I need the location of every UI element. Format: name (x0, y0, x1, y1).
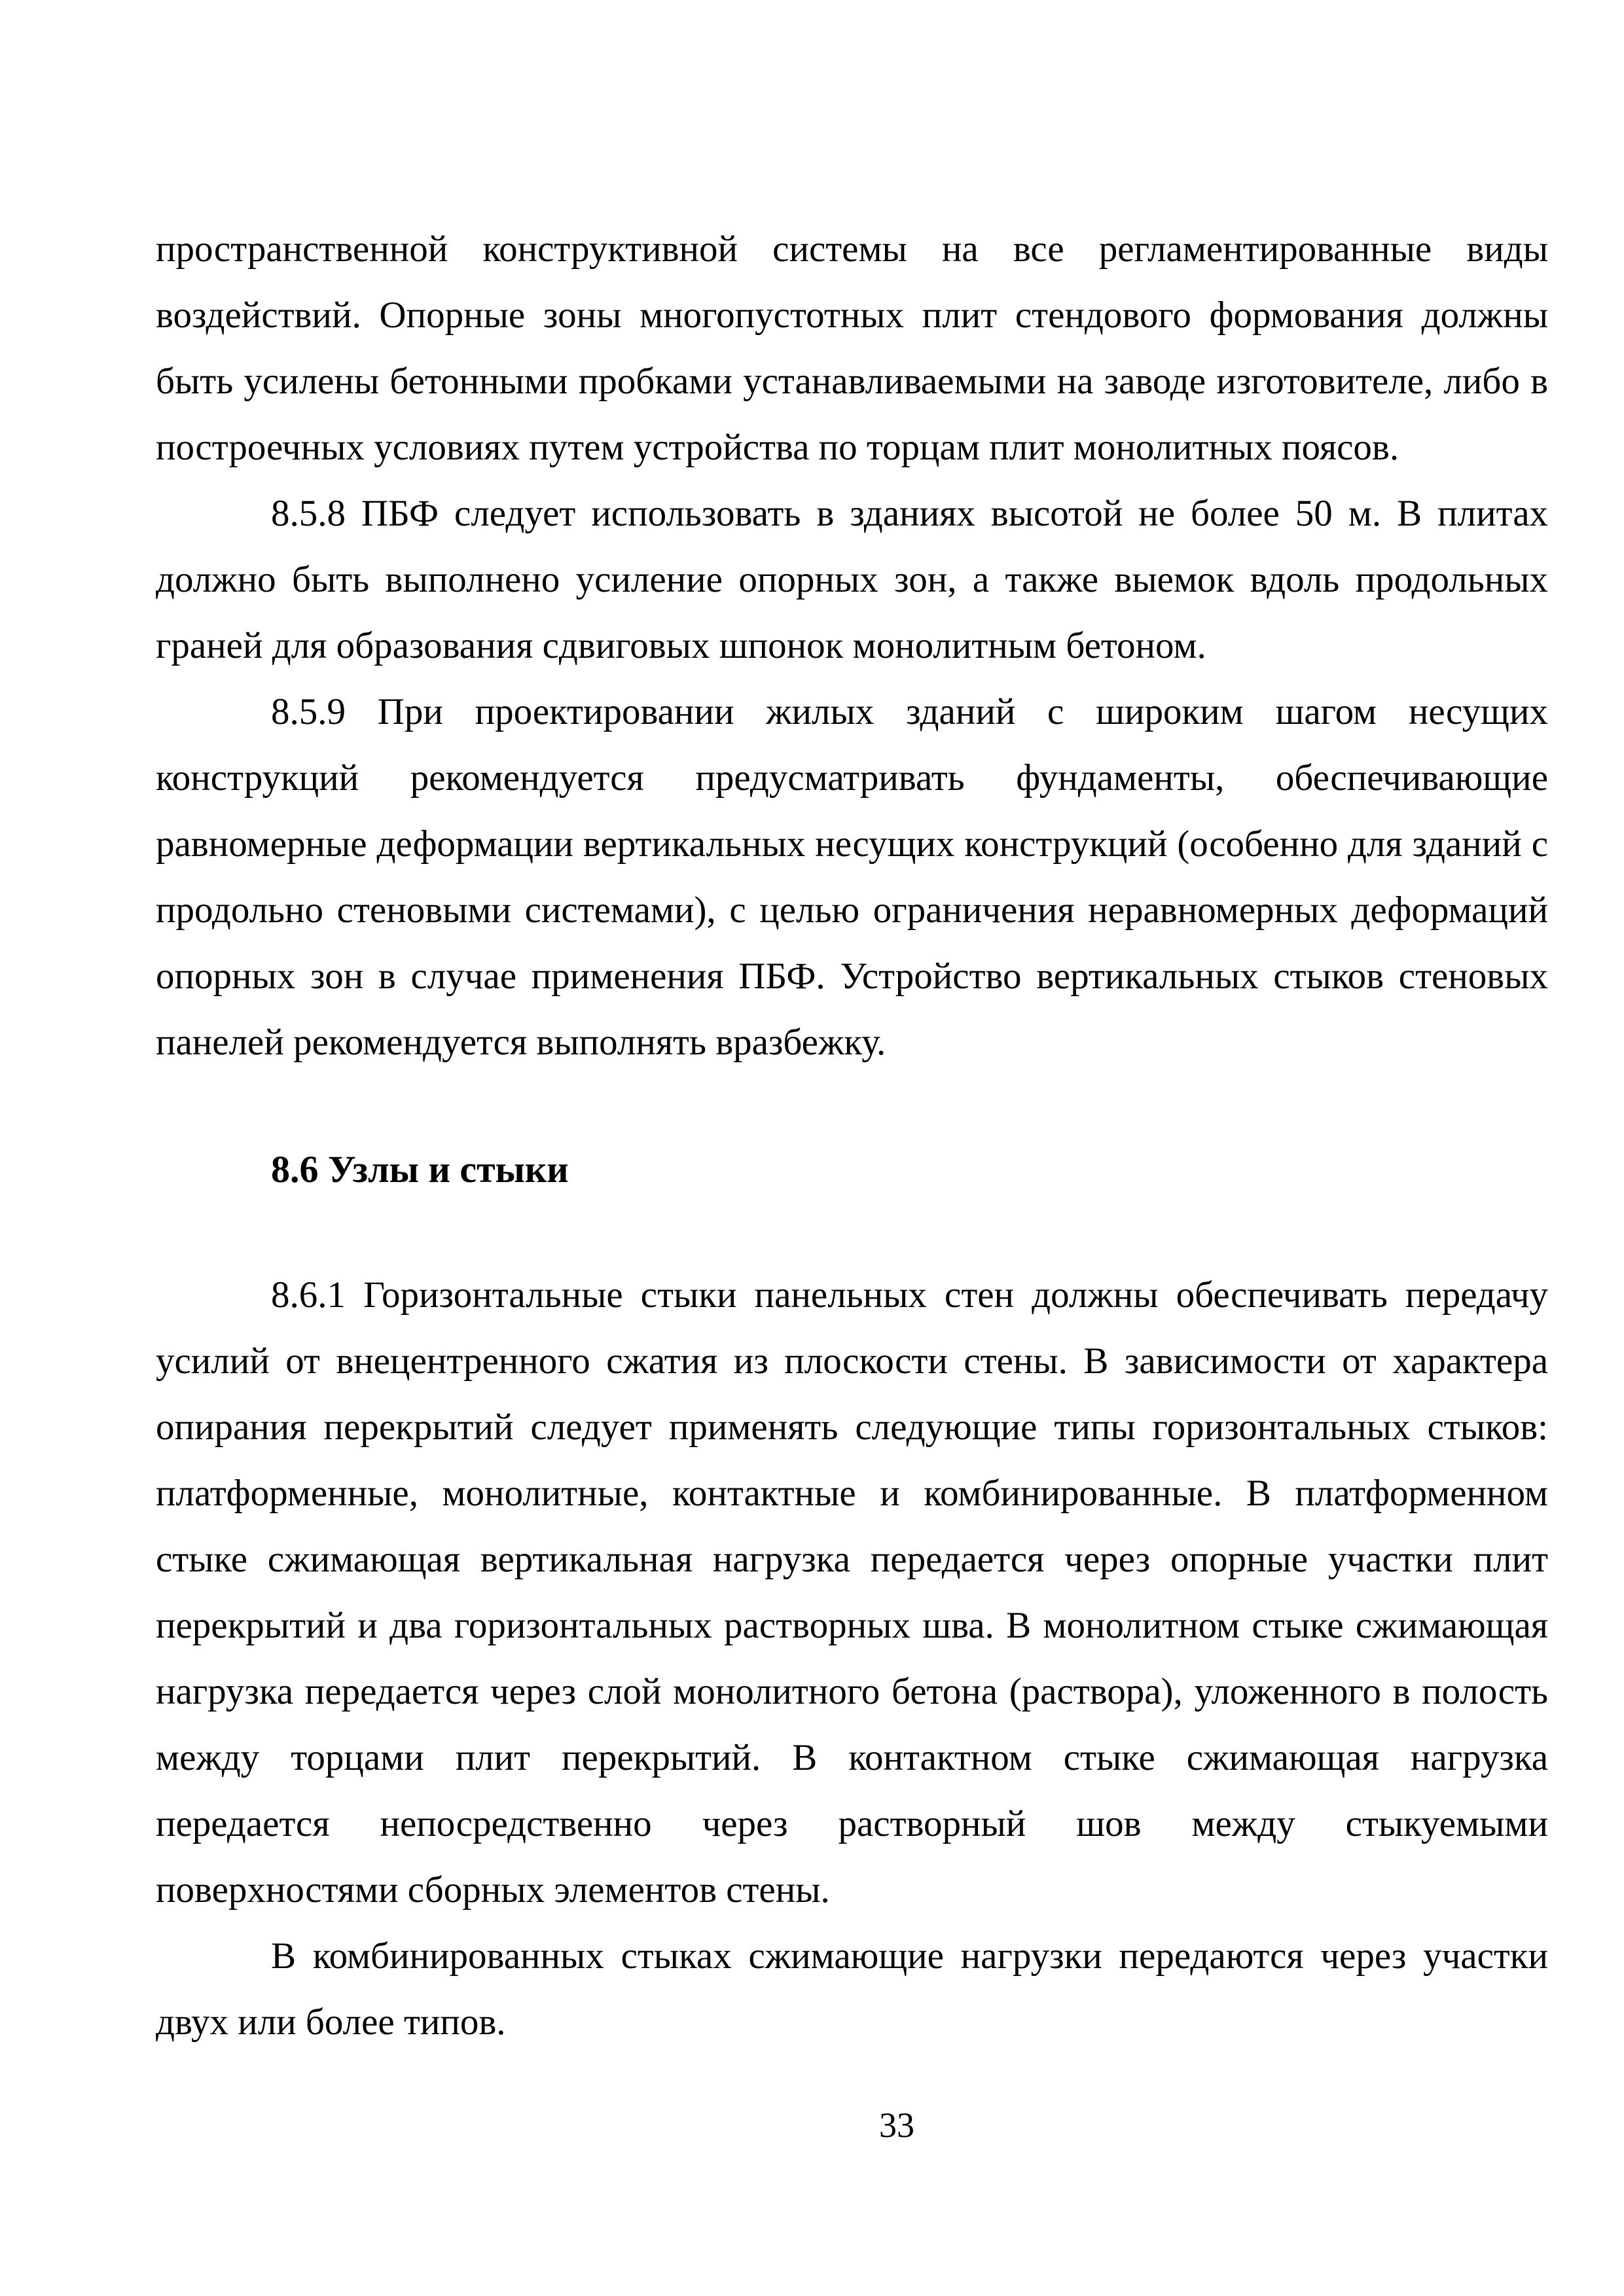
paragraph-combined-joints: В комбинированных стыках сжимающие нагрузки передаются через участки двух или более типов. (156, 1935, 1548, 2043)
text-block-lower (156, 1262, 1548, 2055)
paragraph-8-5-8: 8.5.8 ПБФ следует использовать в зданиях высотой не более 50 м. В плитах должно быть выполнено усиление опорных зон, а также выемок вдоль продольных граней для образования сдвиговых шпонок монолитным бетоном. (156, 493, 1548, 666)
paragraph-8-5-9: 8.5.9 При проектировании жилых зданий с широким шагом несущих конструкций рекомендуется предусматривать фундаменты, обеспечивающие равномерные деформации вертикальных несущих конструкций (особенно для зданий с продольно стеновыми системами), с целью ограничения неравномерных деформаций опорных зон в случае применения ПБФ. Устройство вертикальных стыков стеновых панелей рекомендуется выполнять вразбежку. (156, 691, 1548, 1063)
paragraph-continuation: пространственной конструктивной системы на все регламентированные виды воздействий. Опорные зоны многопустотных плит стендового формования должны быть усилены бетонными пробками устанавливаемыми на заводе изготовителе, либо в построечных условиях путем устройства по торцам плит монолитных поясов. (156, 228, 1548, 468)
paragraph-8-6-1: 8.6.1 Горизонтальные стыки панельных стен должны обеспечивать передачу усилий от внецентренного сжатия из плоскости стены. В зависимости от характера опирания перекрытий следует применять следующие типы горизонтальных стыков: платформенные, монолитные, контактные и комбинированные. В платформенном стыке сжимающая вертикальная нагрузка передается через опорные участки плит перекрытий и два горизонтальных растворных шва. В монолитном стыке сжимающая нагрузка передается через слой монолитного бетона (раствора), уложенного в полость между торцами плит перекрытий. В контактном стыке сжимающая нагрузка передается непосредственно через растворный шов между стыкуемыми поверхностями сборных элементов стены. (156, 1274, 1548, 1910)
section-heading: 8.6 Узлы и стыки (271, 1148, 569, 1191)
text-block-upper (156, 216, 1548, 1075)
page-number: 33 (879, 2106, 914, 2145)
